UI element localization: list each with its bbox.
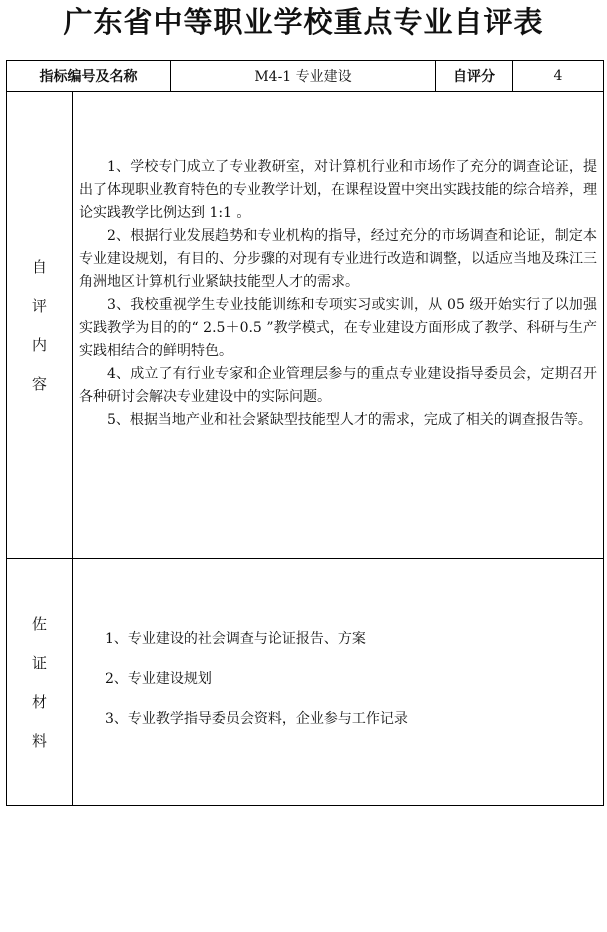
- evidence-row: [7, 559, 604, 806]
- side-char: 评: [31, 296, 47, 315]
- evidence-side-label: [7, 559, 73, 806]
- score-value: 4: [513, 61, 604, 92]
- evidence-item: 3、专业教学指导委员会资料，企业参与工作记录: [105, 711, 408, 727]
- side-char: 自: [31, 257, 47, 276]
- evidence-item: 1、专业建设的社会调查与论证报告、方案: [105, 631, 366, 647]
- score-label: 自评分: [436, 61, 513, 92]
- self-eval-paragraph: 2、根据行业发展趋势和专业机构的指导，经过充分的市场调查和论证，制定本专业建设规划，有目的、分步骤的对现有专业进行改造和调整，以适应当地及珠江三角洲地区计算机行业紧缺技能型人才的需求。: [79, 228, 597, 290]
- evidence-item: 2、专业建设规划: [105, 671, 212, 687]
- side-char: 料: [31, 731, 47, 750]
- side-char: 材: [31, 692, 47, 711]
- self-eval-content: [73, 92, 604, 559]
- page-title: 广东省中等职业学校重点专业自评表: [63, 5, 544, 39]
- self-evaluation-table: [6, 60, 604, 806]
- self-eval-paragraph: 4、成立了有行业专家和企业管理层参与的重点专业建设指导委员会，定期召开各种研讨会解决专业建设中的实际问题。: [79, 366, 597, 405]
- header-row: [7, 61, 604, 92]
- self-eval-paragraph: 5、根据当地产业和社会紧缺型技能型人才的需求，完成了相关的调查报告等。: [107, 412, 592, 428]
- side-char: 容: [31, 374, 47, 393]
- indicator-label: 指标编号及名称: [7, 61, 171, 92]
- self-eval-paragraph: 1、学校专门成立了专业教研室，对计算机行业和市场作了充分的调查论证，提出了体现职业教育特色的专业教学计划，在课程设置中突出实践技能的综合培养，理论实践教学比例达到 1:1 。: [79, 159, 597, 221]
- side-char: 证: [31, 653, 47, 672]
- self-eval-paragraph: 3、我校重视学生专业技能训练和专项实习或实训，从 05 级开始实行了以加强实践教学为目的的“ 2.5＋0.5 ”教学模式，在专业建设方面形成了教学、科研与生产实践相结合的鲜明特色。: [79, 297, 597, 359]
- side-char: 佐: [31, 614, 47, 633]
- indicator-value: M4-1 专业建设: [171, 61, 436, 92]
- self-eval-row: [7, 92, 604, 559]
- evidence-content: [73, 559, 604, 806]
- self-eval-side-label: [7, 92, 73, 559]
- side-char: 内: [31, 335, 47, 354]
